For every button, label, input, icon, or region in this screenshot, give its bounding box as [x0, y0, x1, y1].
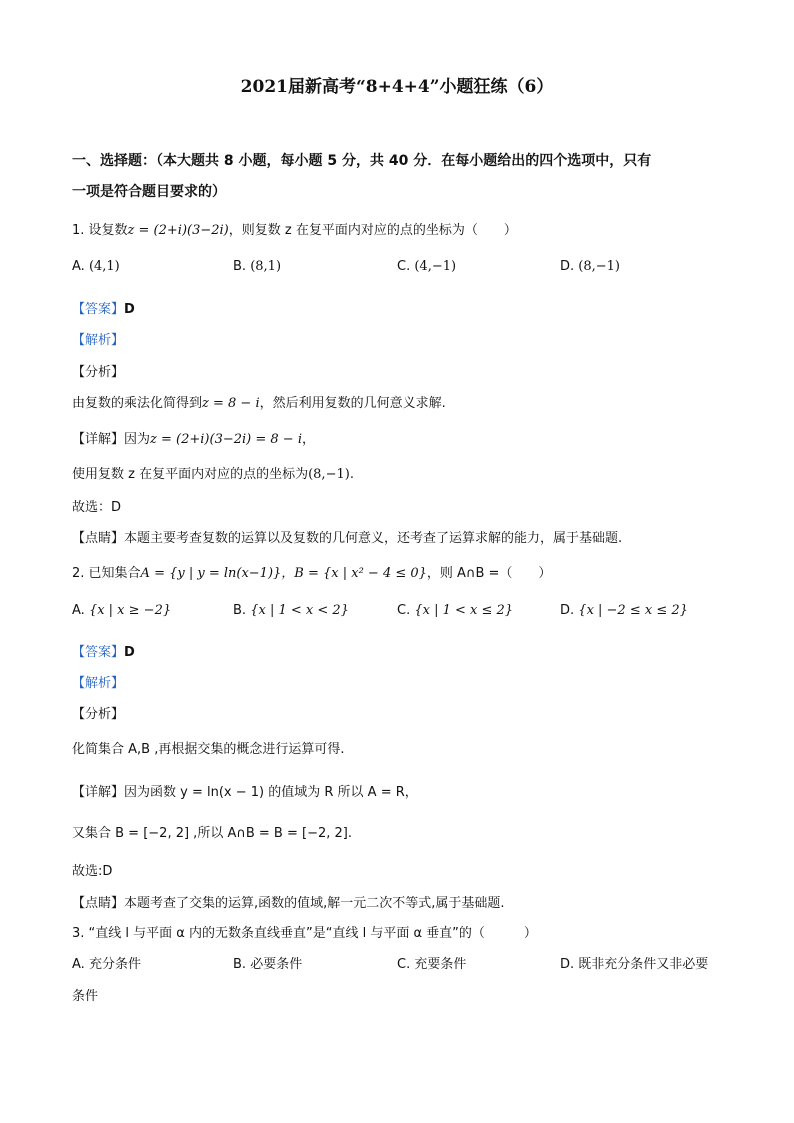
q1-dianjing: [72, 527, 622, 546]
q1-fenxi-text: [72, 392, 446, 411]
option-value: 既非充分条件又非必要: [578, 957, 709, 972]
option-label: B.: [233, 603, 247, 618]
q1-answer: [72, 298, 135, 317]
q1-fenxi-tag: 【分析】: [72, 365, 125, 380]
q2-detail-2: 又集合 B = [−2, 2] ,所以 A∩B = B = [−2, 2].: [72, 826, 352, 841]
option-value: {x | 1 < x < 2}: [250, 603, 349, 618]
math: (8,−1): [308, 467, 350, 482]
option-label: A.: [72, 957, 85, 972]
q1-stem-suffix: ，则复数 z 在复平面内对应的点的坐标为（ ）: [228, 223, 517, 238]
option-value: 充分条件: [88, 957, 141, 972]
text: ，: [301, 432, 315, 447]
question-1-stem: [72, 219, 517, 238]
option-label: A.: [72, 603, 85, 618]
detail-tag: 【详解】: [72, 432, 125, 447]
answer-tag: 【答案】: [72, 645, 125, 660]
q2-dianjing: [72, 892, 505, 911]
option-value: {x | 1 < x ≤ 2}: [414, 603, 514, 618]
text: 因为: [124, 432, 151, 447]
option-label: C.: [397, 603, 411, 618]
q2-fenxi-text: 化简集合 A,B ,再根据交集的概念进行运算可得.: [72, 742, 345, 757]
math: z = (2+i)(3−2i) = 8 − i: [150, 432, 302, 447]
text: 2. 已知集合: [72, 566, 141, 581]
option-value: (4,1): [88, 259, 120, 274]
page-title: 2021届新高考“8+4+4”小题狂练（6）: [240, 77, 554, 97]
q3-option-c: [397, 953, 466, 972]
dianjing-tag: 【点睛】: [72, 896, 125, 911]
text: ，然后利用复数的几何意义求解.: [259, 396, 446, 411]
q2-choose: 故选:D: [72, 864, 113, 879]
section-heading-line2: 一项是符合题目要求的）: [72, 184, 226, 200]
text: 由复数的乘法化简得到: [72, 396, 203, 411]
answer-value: D: [124, 645, 135, 660]
option-label: D.: [560, 259, 575, 274]
text: ，则 A∩B =（ ）: [426, 566, 552, 581]
q1-stem-prefix: 1. 设复数: [72, 223, 128, 238]
answer-tag: 【答案】: [72, 302, 125, 317]
option-label: C.: [397, 957, 411, 972]
q1-stem-math: z = (2+i)(3−2i): [127, 223, 229, 238]
answer-value: D: [124, 302, 135, 317]
q3-option-a: [72, 953, 141, 972]
option-label: C.: [397, 259, 411, 274]
option-value: (8,−1): [578, 259, 621, 274]
question-2-stem: [72, 562, 551, 581]
q3-option-d: [560, 953, 708, 972]
detail-tag: 【详解】: [72, 785, 125, 800]
q1-option-b: [233, 259, 281, 274]
section-heading-line1: 一、选择题：（本大题共 8 小题，每小题 5 分，共 40 分．在每小题给出的四个选项中，只有: [72, 153, 652, 169]
q2-jiexi-tag: 【解析】: [72, 676, 125, 691]
q3-option-b: [233, 953, 302, 972]
q2-answer: [72, 641, 135, 660]
math: A = {y | y = ln(x−1)}，B = {x | x² − 4 ≤ 0}: [140, 566, 427, 581]
option-label: B.: [233, 957, 247, 972]
q1-option-c: [397, 259, 456, 274]
option-value: (4,−1): [414, 259, 457, 274]
option-value: 必要条件: [250, 957, 303, 972]
q1-choose: 故选：D: [72, 500, 122, 515]
q2-fenxi-tag: 【分析】: [72, 707, 125, 722]
option-label: D.: [560, 957, 575, 972]
q2-option-c: [397, 603, 513, 618]
option-label: A.: [72, 259, 85, 274]
q1-jiexi-tag: 【解析】: [72, 333, 125, 348]
dianjing-tag: 【点睛】: [72, 531, 125, 546]
q1-detail-2: [72, 463, 354, 482]
q2-option-b: [233, 603, 349, 618]
text: 因为函数 y = ln(x − 1) 的值域为 R 所以 A = R，: [124, 785, 418, 800]
question-3-stem: 3. “直线 l 与平面 α 内的无数条直线垂直”是“直线 l 与平面 α 垂直”的（ ）: [72, 926, 537, 941]
text: .: [349, 467, 354, 482]
q2-detail: [72, 781, 418, 800]
text: 本题考查了交集的运算,函数的值域,解一元二次不等式,属于基础题.: [124, 896, 505, 911]
option-value: {x | −2 ≤ x ≤ 2}: [578, 603, 688, 618]
q3-option-wrap: 条件: [72, 989, 99, 1004]
option-value: (8,1): [250, 259, 282, 274]
option-value: {x | x ≥ −2}: [88, 603, 172, 618]
option-value: 充要条件: [414, 957, 467, 972]
text: 使用复数 z 在复平面内对应的点的坐标为: [72, 467, 309, 482]
option-label: D.: [560, 603, 575, 618]
q2-option-a: [72, 603, 171, 618]
q2-option-d: [560, 603, 688, 618]
q1-option-d: [560, 259, 620, 274]
math: z = 8 − i: [202, 396, 260, 411]
text: 本题主要考查复数的运算以及复数的几何意义，还考查了运算求解的能力，属于基础题.: [124, 531, 623, 546]
q1-option-a: [72, 259, 120, 274]
q1-detail: [72, 428, 315, 447]
option-label: B.: [233, 259, 247, 274]
